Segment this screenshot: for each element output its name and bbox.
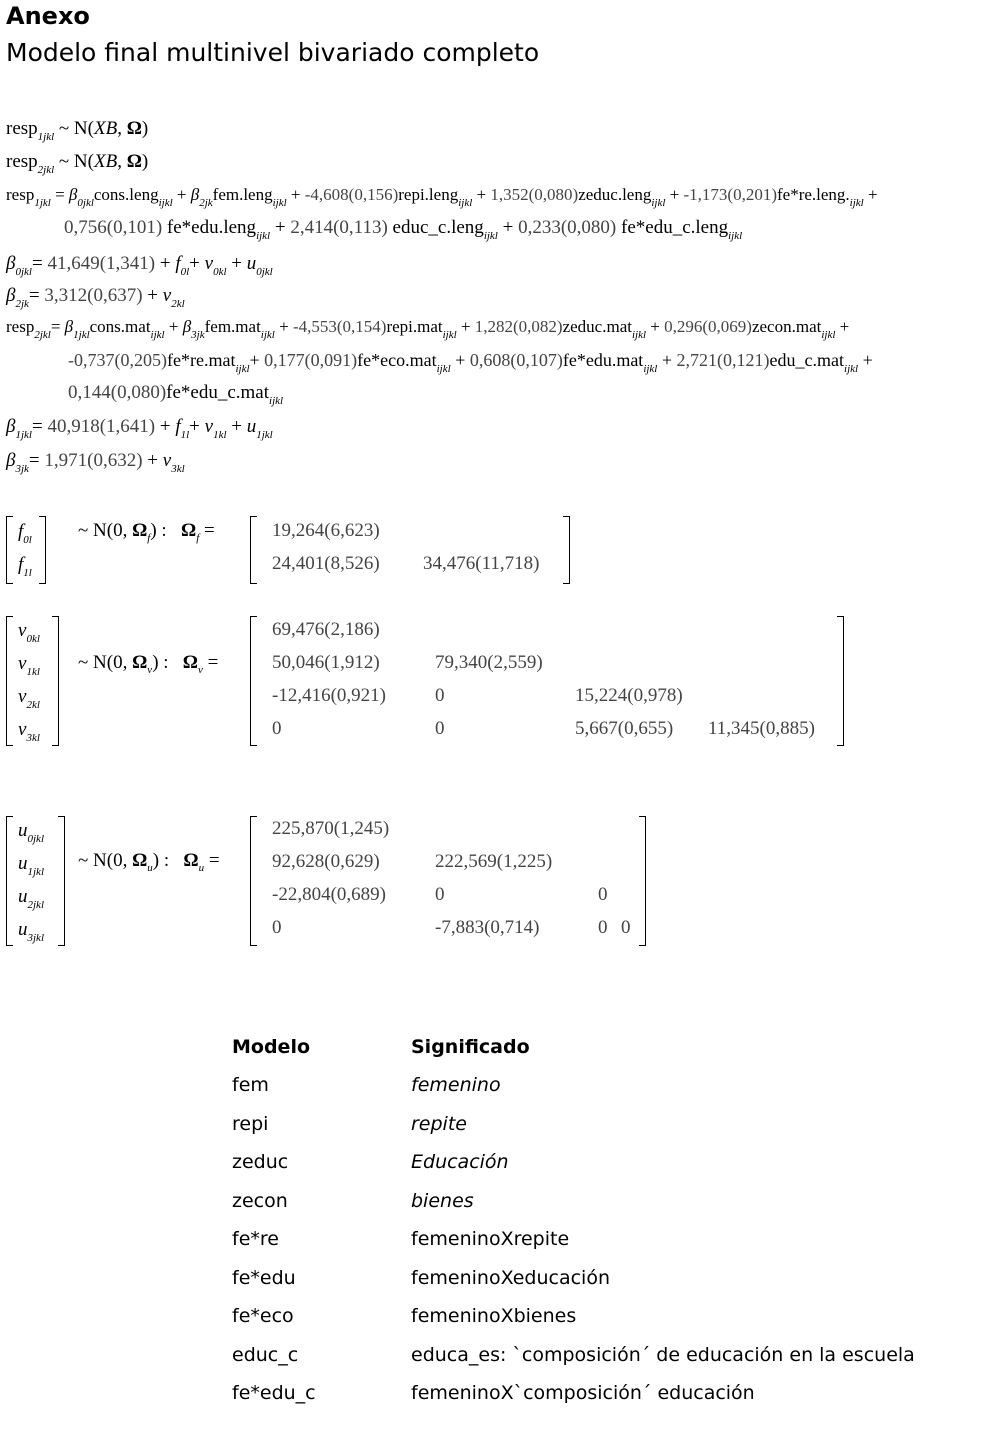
legend-model: educ_c (232, 1344, 299, 1366)
matrix-u-right-bracket (639, 816, 646, 946)
legend-meaning: repite (411, 1113, 467, 1135)
equation-beta0: $\beta_{0jkl}= 41,649(1,341) + f_{0l}+ v_{0kl} + u_{0jkl}$ (6, 253, 273, 278)
legend-header-meaning: Significado (411, 1036, 530, 1058)
matrix-v-cell: 0 (272, 718, 282, 739)
resp2-distribution: resp$_{2jkl}$ ~ N(XB, Ω) (6, 151, 149, 176)
matrix-f-cell: 24,401(8,526) (272, 553, 380, 574)
matrix-v-cell: 5,667(0,655) (575, 718, 674, 739)
matrix-v-cell: 69,476(2,186) (272, 619, 380, 640)
matrix-v-cell: 50,046(1,912) (272, 652, 380, 673)
legend-model: zecon (232, 1190, 288, 1212)
vector-f-left-bracket (6, 516, 13, 584)
legend-model: fe*re (232, 1228, 279, 1250)
legend-meaning: femeninoX`composición´ educación (411, 1382, 755, 1404)
legend-model: fe*eco (232, 1305, 294, 1327)
matrix-v-cell: 0 (435, 685, 445, 706)
matrix-u-cell: -7,883(0,714) (435, 917, 540, 938)
distribution-f: ~ N(0, $\Omega_f$) : $\Omega_f$ = (78, 520, 215, 544)
legend-model: repi (232, 1113, 269, 1135)
matrix-v-cell: 79,340(2,559) (435, 652, 543, 673)
matrix-u-cell: 0 (598, 917, 608, 938)
distribution-v: ~ N(0, $\Omega_v$) : $\Omega_v$ = (78, 652, 219, 676)
resp1-distribution: resp$_{1jkl}$ ~ N(XB, Ω) (6, 118, 149, 143)
matrix-f-right-bracket (563, 516, 570, 584)
equation-resp1-line1: resp$_{1jkl}$ = $\beta_{0jkl}cons.leng_{ijkl}$ + $\beta_{2jk}fem.leng_{ijkl}$ + -4,608(0,156)repi.leng$_{ijkl}$ + 1,352(0,080)zeduc.leng$_{ijkl}$ + $-1,173(0,201)fe*re.leng._{ijkl}$ + (6, 185, 878, 209)
equation-resp2-line1: resp$_{2jkl}$= $\beta_{1jkl}cons.mat_{ijkl} + \beta_{3jk}fem.mat_{ijkl}$ + -4,553(0,154)repi.mat$_{ijkl}$ + 1,282(0,082)zeduc.mat$_{ijkl}$ + 0,296(0,069)zecon.mat$_{ijkl}$ + (6, 317, 850, 341)
vector-f: $f_{0l}$ $f_{1l}$ (18, 521, 32, 579)
equation-beta2: $\beta_{2jk}= 3,312(0,637) + v_{2kl}$ (6, 285, 185, 310)
page-subtitle: Modelo final multinivel bivariado completo (6, 38, 540, 67)
matrix-u-cell: 0 (272, 917, 282, 938)
matrix-v-cell: 15,224(0,978) (575, 685, 683, 706)
matrix-u-cell: 222,569(1,225) (435, 851, 553, 872)
matrix-u-cell: 0 (435, 884, 445, 905)
matrix-f-cell: 34,476(11,718) (423, 553, 540, 574)
legend-meaning: Educación (411, 1151, 509, 1173)
matrix-v-cell: 0 (435, 718, 445, 739)
vector-v-left-bracket (6, 616, 13, 746)
vector-v: $v_{0kl}$ $v_{1kl}$ $v_{2kl}$ $v_{3kl}$ (18, 620, 40, 744)
vector-v-right-bracket (52, 616, 59, 746)
equation-beta3: $\beta_{3jk}= 1,971(0,632) + v_{3kl}$ (6, 450, 185, 475)
vector-u-right-bracket (58, 816, 65, 946)
matrix-v-cell: -12,416(0,921) (272, 685, 386, 706)
legend-meaning: femeninoXrepite (411, 1228, 570, 1250)
equation-beta1: $\beta_{1jkl}= 40,918(1,641) + f_{1l}+ v_{1kl} + u_{1jkl}$ (6, 416, 273, 441)
legend-model: zeduc (232, 1151, 289, 1173)
legend-model: fe*edu (232, 1267, 296, 1289)
equation-resp2-line3: 0,144(0,080)fe*edu_c.mat$_{ijkl}$ (68, 382, 284, 407)
legend-meaning: educa_es: `composición´ de educación en la escuela (411, 1344, 915, 1366)
legend-header-model: Modelo (232, 1036, 311, 1058)
vector-u: $u_{0jkl}$ $u_{1jkl}$ $u_{2jkl}$ $u_{3jkl}$ (18, 820, 44, 944)
legend-meaning: femeninoXbienes (411, 1305, 577, 1327)
matrix-u-cell: 225,870(1,245) (272, 818, 390, 839)
matrix-f-left-bracket (250, 516, 257, 584)
equation-resp2-line2: -0,737(0,205)fe*re.mat$_{ijkl}$+ 0,177(0,091)fe*eco.mat$_{ijkl}$ + 0,608(0,107)fe*edu.mat$_{ijkl}$ + 2,721(0,121)edu_c.mat$_{ijkl}$ + (68, 350, 873, 375)
vector-f-right-bracket (39, 516, 46, 584)
page-title: Anexo (6, 2, 90, 30)
matrix-u-cell: 0 (598, 884, 608, 905)
matrix-u-cell: -22,804(0,689) (272, 884, 386, 905)
legend-meaning: femenino (411, 1074, 501, 1096)
legend-meaning: femeninoXeducación (411, 1267, 610, 1289)
matrix-u-left-bracket (250, 816, 257, 946)
equation-resp1-line2: 0,756(0,101) fe*edu.leng$_{ijkl}$ + 2,414(0,113) educ_c.leng$_{ijkl}$ + 0,233(0,080) fe*edu_c.leng$_{ijkl}$ (64, 217, 743, 242)
matrix-u-cell: 92,628(0,629) (272, 851, 380, 872)
legend-meaning: bienes (411, 1190, 474, 1212)
legend-model: fe*edu_c (232, 1382, 316, 1404)
vector-u-left-bracket (6, 816, 13, 946)
matrix-v-cell: 11,345(0,885) (708, 718, 815, 739)
matrix-u-cell: 0 (621, 917, 631, 938)
matrix-v-right-bracket (837, 616, 844, 746)
matrix-f-cell: 19,264(6,623) (272, 520, 380, 541)
distribution-u: ~ N(0, $\Omega_u$) : $\Omega_u$ = (78, 850, 220, 874)
legend-model: fem (232, 1074, 269, 1096)
matrix-v-left-bracket (250, 616, 257, 746)
